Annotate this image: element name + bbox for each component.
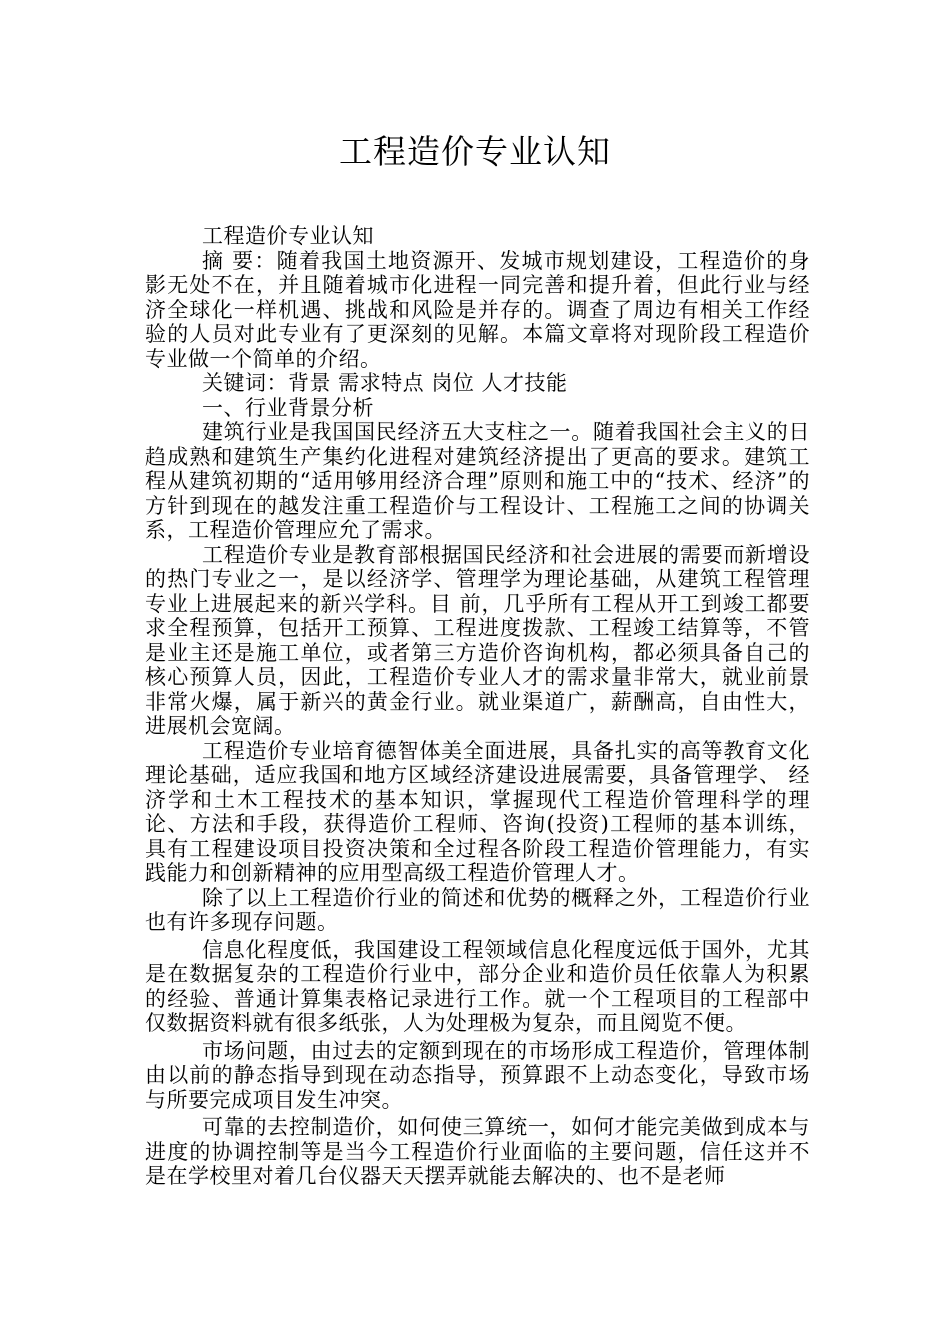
abstract-paragraph: 摘 要：随着我国土地资源开、发城市规划建设，工程造价的身影无处不在，并且随着城市化进程一同完善和提升着，但此行业与经济全球化一样机遇、挑战和风险是并存的。调查了周边有相关工作经验的人员对此专业有了更深刻的见解。本篇文章将对现阶段工程造价专业做一个简单的介绍。 — [145, 248, 810, 371]
body-paragraph: 工程造价专业是教育部根据国民经济和社会进展的需要而新增设的热门专业之一，是以经济学、管理学为理论基础，从建筑工程管理专业上进展起来的新兴学科。目 前，几乎所有工程从开工到竣工都要求全程预算，包括开工预算、工程进度拨款、工程竣工结算等，不管是业主还是施工单位，或者第三方造价咨询机构，都必须具备自己的核心预算人员，因此，工程造价专业人才的需求量非常大，就业前景非常火爆，属于新兴的黄金行业。就业渠道广，薪酬高，自由性大，进展机会宽阔。 — [145, 542, 810, 738]
document-body — [145, 224, 810, 1189]
body-paragraph: 信息化程度低，我国建设工程领域信息化程度远低于国外，尤其是在数据复杂的工程造价行业中，部分企业和造价员任依靠人为积累的经验、普通计算集表格记录进行工作。就一个工程项目的工程部中仅数据资料就有很多纸张，人为处理极为复杂，而且阅览不便。 — [145, 937, 810, 1035]
subtitle-paragraph: 工程造价专业认知 — [202, 224, 374, 248]
body-paragraph: 建筑行业是我国国民经济五大支柱之一。随着我国社会主义的日趋成熟和建筑生产集约化进程对建筑经济提出了更高的要求。建筑工程从建筑初期的“适用够用经济合理”原则和施工中的“技术、经济”的方针到现在的越发注重工程造价与工程设计、工程施工之间的协调关系，工程造价管理应允了需求。 — [145, 420, 810, 542]
section-heading: 一、行业背景分析 — [202, 395, 374, 420]
body-paragraph: 市场问题，由过去的定额到现在的市场形成工程造价，管理体制由以前的静态指导到现在动态指导，预算跟不上动态变化，导致市场与所要完成项目发生冲突。 — [145, 1038, 810, 1112]
body-paragraph: 除了以上工程造价行业的简述和优势的概释之外，工程造价行业也有许多现存问题。 — [145, 885, 810, 934]
document-title: 工程造价专业认知 — [339, 132, 611, 171]
body-paragraph: 可靠的去控制造价，如何使三算统一，如何才能完美做到成本与进度的协调控制等是当今工程造价行业面临的主要问题，信任这并不是在学校里对着几台仪器天天摆弄就能去解决的、也不是老师 — [145, 1115, 810, 1188]
body-paragraph: 工程造价专业培育德智体美全面进展，具备扎实的高等教育文化理论基础，适应我国和地方区域经济建设进展需要，具备管理学、 经济学和土木工程技术的基本知识，掌握现代工程造价管理科学的理论、方法和手段，获得造价工程师、咨询(投资)工程师的基本训练， 具有工程建设项目投资决策和全过程各阶段工程造价管理能力，有实践能力和创新精神的应用型高级工程造价管理人才。 — [145, 738, 810, 885]
keywords-paragraph: 关键词：背景 需求特点 岗位 人才技能 — [202, 371, 568, 395]
